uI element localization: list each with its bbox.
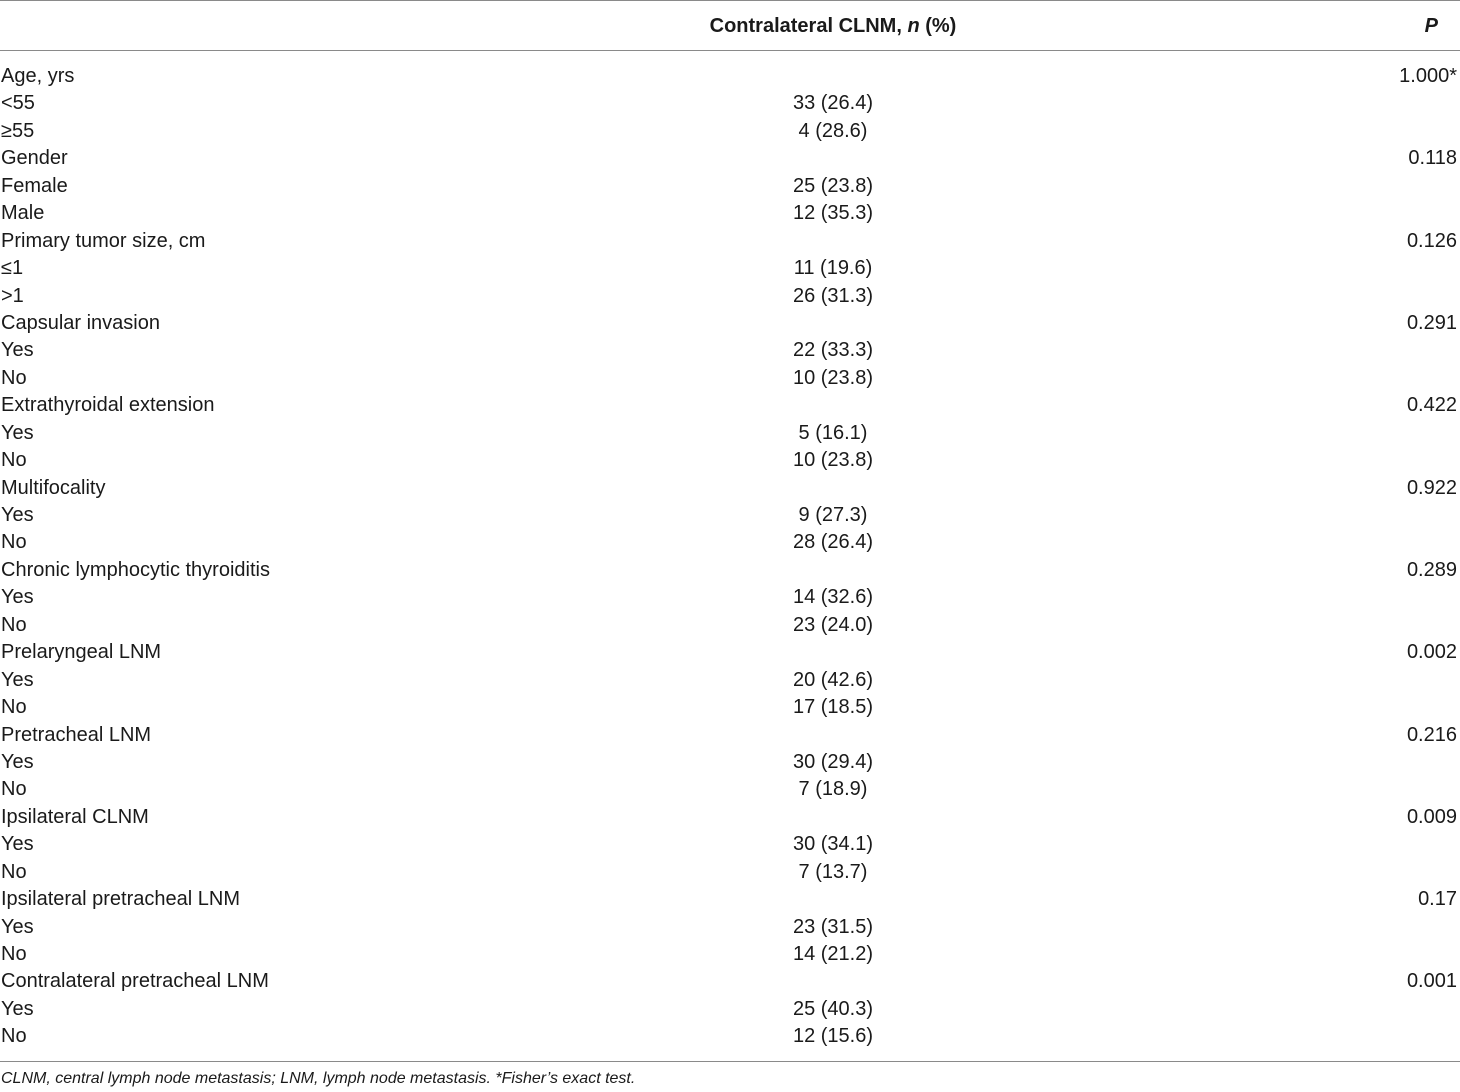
row-p-value: 0.17 <box>1418 888 1457 911</box>
table-row <box>0 859 1460 886</box>
row-label: Capsular invasion <box>1 311 160 334</box>
table-row <box>0 1023 1460 1050</box>
row-label: No <box>1 778 27 801</box>
row-p-value: 0.002 <box>1406 641 1457 664</box>
row-p-value: 0.126 <box>1406 229 1457 252</box>
row-label: No <box>1 613 27 636</box>
row-label: Ipsilateral pretracheal LNM <box>1 888 240 911</box>
row-p-value: 0.289 <box>1406 558 1457 581</box>
row-label: No <box>1 860 27 883</box>
row-label: Pretracheal LNM <box>1 723 152 746</box>
header-p: P <box>1424 15 1438 37</box>
row-value: 23 (24.0) <box>792 613 874 636</box>
row-value: 4 (28.6) <box>798 119 868 142</box>
row-value: 12 (35.3) <box>792 202 874 225</box>
table-row <box>0 584 1460 611</box>
row-label: Male <box>1 202 45 225</box>
row-value: 25 (40.3) <box>792 997 874 1020</box>
table-row <box>0 145 1460 172</box>
row-p-value: 1.000* <box>1399 65 1457 87</box>
row-p-value: 0.922 <box>1406 476 1457 499</box>
row-label: Yes <box>1 339 34 362</box>
table-row <box>0 776 1460 803</box>
table-row <box>0 475 1460 502</box>
row-label: No <box>1 696 27 719</box>
row-value: 28 (26.4) <box>792 531 874 554</box>
row-value: 7 (13.7) <box>798 860 868 883</box>
row-label: No <box>1 531 27 554</box>
row-label: Age, yrs <box>1 65 75 87</box>
row-label: Primary tumor size, cm <box>1 229 206 252</box>
row-label: No <box>1 449 27 472</box>
table-row <box>0 722 1460 749</box>
row-p-value: 0.001 <box>1406 970 1457 993</box>
row-label: Yes <box>1 997 34 1020</box>
table-row <box>0 118 1460 145</box>
row-p-value: 0.216 <box>1406 723 1457 746</box>
table-row <box>0 914 1460 941</box>
table-body <box>0 63 1460 1051</box>
table-bottom-rule <box>0 1061 1460 1062</box>
row-value: 25 (23.8) <box>792 174 874 197</box>
row-label: >1 <box>1 284 24 307</box>
row-label: Gender <box>1 147 68 170</box>
table-row <box>0 447 1460 474</box>
row-p-value: 0.291 <box>1406 311 1457 334</box>
header-clnm-prefix: Contralateral CLNM, <box>709 15 908 37</box>
header-contralateral-clnm <box>710 15 957 38</box>
row-label: Yes <box>1 915 34 938</box>
table-row <box>0 173 1460 200</box>
row-value: 30 (34.1) <box>792 833 874 856</box>
table-row <box>0 200 1460 227</box>
row-label: Yes <box>1 833 34 856</box>
row-value: 5 (16.1) <box>798 421 868 444</box>
row-value: 10 (23.8) <box>792 449 874 472</box>
row-label: Multifocality <box>1 476 106 499</box>
row-label: Ipsilateral CLNM <box>1 805 149 828</box>
table-row <box>0 63 1460 90</box>
row-label: <55 <box>1 92 35 115</box>
table-row <box>0 667 1460 694</box>
row-label: Yes <box>1 586 34 609</box>
table-row <box>0 502 1460 529</box>
table-row <box>0 283 1460 310</box>
row-label: Yes <box>1 504 34 526</box>
table-row <box>0 694 1460 721</box>
row-p-value: 0.118 <box>1408 147 1457 170</box>
row-value: 7 (18.9) <box>798 778 868 801</box>
table-row <box>0 941 1460 968</box>
row-label: ≥55 <box>1 119 35 142</box>
table-row <box>0 255 1460 282</box>
row-label: Female <box>1 174 68 197</box>
row-value: 26 (31.3) <box>792 284 874 307</box>
row-p-value: 0.009 <box>1406 805 1457 828</box>
row-label: No <box>1 366 27 389</box>
table-row <box>0 557 1460 584</box>
table-row <box>0 529 1460 556</box>
table-row <box>0 90 1460 117</box>
table-row <box>0 804 1460 831</box>
row-value: 33 (26.4) <box>792 92 874 115</box>
row-value: 10 (23.8) <box>792 366 874 389</box>
header-clnm-suffix: (%) <box>919 15 957 37</box>
row-label: Yes <box>1 421 34 444</box>
table-row <box>0 996 1460 1023</box>
header-clnm-n: n <box>907 15 920 37</box>
row-value: 20 (42.6) <box>792 668 874 691</box>
row-value: 23 (31.5) <box>792 915 874 938</box>
table-row <box>0 886 1460 913</box>
row-value: 17 (18.5) <box>792 696 874 719</box>
row-label: Prelaryngeal LNM <box>1 641 162 664</box>
table-row <box>0 749 1460 776</box>
table-row <box>0 337 1460 364</box>
table-header-rule <box>0 50 1460 51</box>
table-row <box>0 365 1460 392</box>
row-value: 14 (32.6) <box>792 586 874 609</box>
row-value: 30 (29.4) <box>792 750 874 773</box>
row-label: Chronic lymphocytic thyroiditis <box>1 558 270 581</box>
row-value: 9 (27.3) <box>798 504 868 526</box>
row-label: Contralateral pretracheal LNM <box>1 970 269 993</box>
row-label: ≤1 <box>1 257 24 280</box>
table-row <box>0 310 1460 337</box>
row-p-value: 0.422 <box>1406 394 1457 417</box>
row-label: No <box>1 943 27 965</box>
row-label: Extrathyroidal extension <box>1 394 215 417</box>
row-label: No <box>1 1025 27 1048</box>
table-header <box>0 1 1460 49</box>
row-label: Yes <box>1 750 34 773</box>
table-row <box>0 968 1460 995</box>
row-value: 22 (33.3) <box>792 339 874 362</box>
table-row <box>0 228 1460 255</box>
row-value: 11 (19.6) <box>793 257 873 280</box>
table-footnote: CLNM, central lymph node metastasis; LNM, lymph node metastasis. *Fisher’s exact test. <box>1 1070 636 1087</box>
table-row <box>0 392 1460 419</box>
row-label: Yes <box>1 668 34 691</box>
row-value: 12 (15.6) <box>792 1025 874 1048</box>
table-row <box>0 612 1460 639</box>
table-row <box>0 639 1460 666</box>
table-row <box>0 831 1460 858</box>
table-row <box>0 420 1460 447</box>
row-value: 14 (21.2) <box>792 943 874 965</box>
